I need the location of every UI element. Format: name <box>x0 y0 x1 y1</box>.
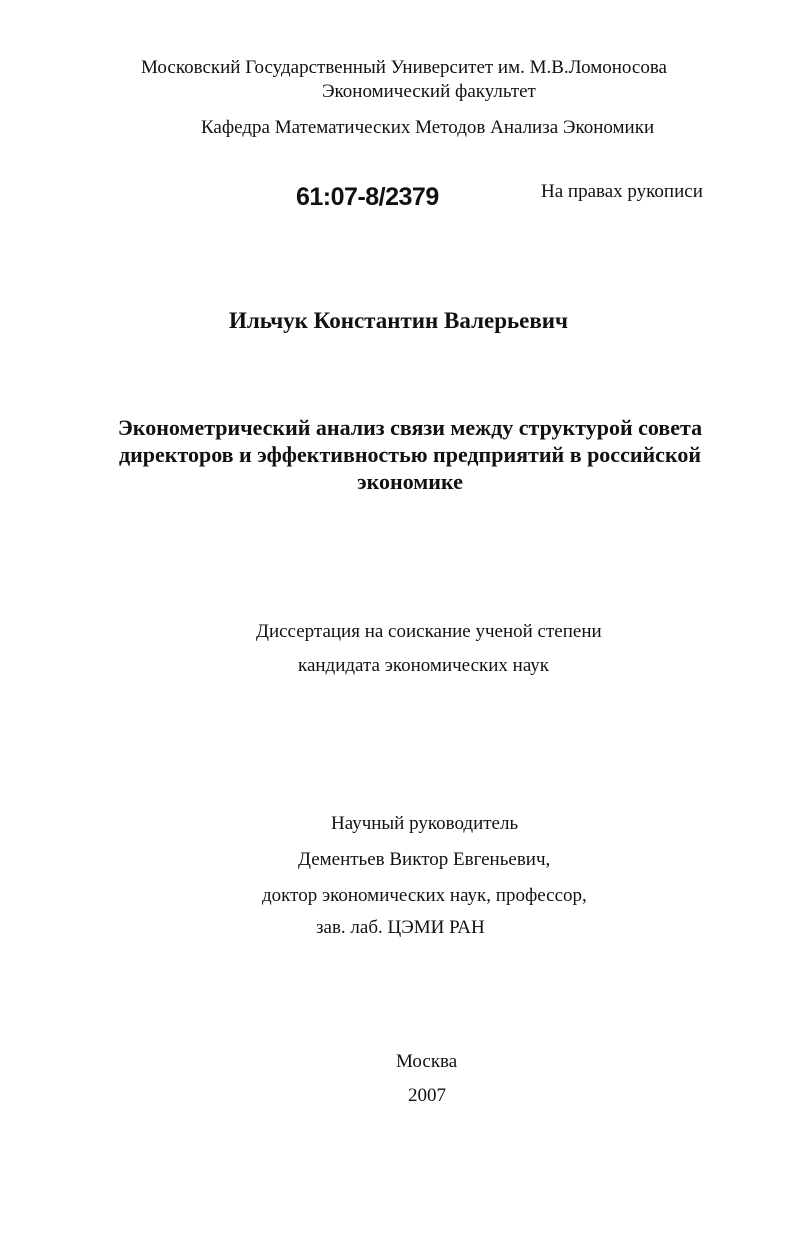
department-name: Кафедра Математических Методов Анализа Экономики <box>201 117 655 138</box>
supervisor-name: Дементьев Виктор Евгеньевич, <box>298 849 551 870</box>
catalog-code: 61:07-8/2379 <box>296 183 439 211</box>
supervisor-degree: доктор экономических наук, профессор, <box>262 885 587 906</box>
degree-line-1: Диссертация на соискание ученой степени <box>256 621 602 642</box>
degree-line-2: кандидата экономических наук <box>298 655 550 676</box>
manuscript-note: На правах рукописи <box>541 181 703 202</box>
supervisor-position: зав. лаб. ЦЭМИ РАН <box>316 917 485 938</box>
year: 2007 <box>408 1085 446 1106</box>
university-name: Московский Государственный Университет им. М.В.Ломоносова <box>141 57 667 78</box>
faculty-name: Экономический факультет <box>322 81 536 102</box>
dissertation-title: Эконометрический анализ связи между структурой совета директоров и эффективностью предприятий в российской экономике <box>117 415 703 494</box>
author-name: Ильчук Константин Валерьевич <box>228 308 568 333</box>
place: Москва <box>396 1051 458 1072</box>
supervisor-label: Научный руководитель <box>331 813 519 834</box>
